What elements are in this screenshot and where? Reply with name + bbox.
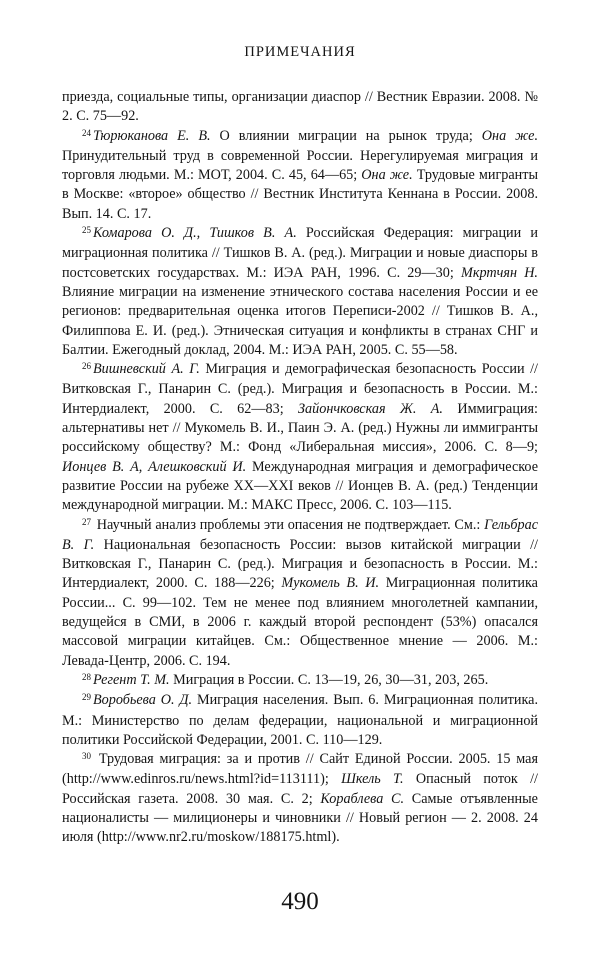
note-author: Вишневский А. Г. — [93, 361, 200, 378]
note-number: 30 — [82, 751, 91, 762]
note-26 — [62, 360, 538, 515]
note-25 — [62, 224, 538, 360]
note-27 — [62, 516, 538, 671]
note-24 — [62, 127, 538, 224]
note-text: Национальная безопасность России: вызов китайской миграции // Витковская Г., Панарин С. (ред.). Миграция и безопасность в России. М.: Интердиалект, 2000. С. 188—226; — [62, 536, 538, 592]
note-number: 24 — [82, 127, 91, 138]
note-author: Гельбрас В. Г. — [62, 516, 538, 553]
note-text: Международная миграция и демографическое развитие России на рубеже XX—XXI веков // Ионцев В. А. (ред.) Тенденции международной миграции. М.: МАКС Пресс, 2006. С. 103—115. — [62, 458, 538, 514]
note-text: Миграционная политика России... С. 99—102. Тем не менее под влиянием многолетней кампании, ведущейся в СМИ, в 2006 г. каждый второй респондент (53%) опасался массовой миграции китайцев. См.: Общественное мнение — 2006. М.: Левада-Центр, 2006. С. 194. — [62, 575, 538, 669]
note-number: 29 — [82, 692, 91, 703]
note-number: 26 — [82, 361, 91, 372]
notes-text — [62, 88, 538, 848]
note-text: Миграция населения. Вып. 6. Миграционная политика. М.: Министерство по делам федерации, национальной и миграционной политики Российской Федерации, 2001. С. 110—129. — [62, 692, 538, 748]
note-author: Комарова О. Д., Тишков В. А. — [93, 225, 297, 242]
note-text: Принудительный труд в современной России. Нерегулируемая миграция и торговля людьми. М.: МОТ, 2004. С. 45, 64—65; — [62, 147, 538, 184]
note-author: Кораблева С. — [320, 790, 405, 807]
note-author: Зайончковская Ж. А. — [298, 400, 443, 417]
note-30 — [62, 750, 538, 847]
note-author: Ионцев В. А, Алешковский И. — [62, 458, 247, 475]
note-author: Регент Т. М. — [93, 671, 170, 688]
running-header: ПРИМЕЧАНИЯ — [244, 44, 356, 60]
note-author: Она же. — [361, 167, 413, 184]
note-author: Шкель Т. — [341, 771, 404, 788]
note-28 — [62, 671, 538, 691]
note-text: Российская Федерация: миграции и миграционная политика // Тишков В. А. (ред.). Миграции и новые диаспоры в постсоветских государствах. М.: ИЭА РАН, 1996. С. 29—30; — [62, 225, 538, 281]
note-text: Трудовая миграция: за и против // Сайт Единой России. 2005. 15 мая (http://www.edinros.ru/news.html?id=113111); — [62, 751, 538, 788]
note-text: Влияние миграции на изменение этнического состава населения России и ее регионов: предварительная оценка итогов Переписи-2002 // Тишков В. А., Филиппова Е. И. (ред.). Этническая ситуация и конфликты в странах СНГ и Балтии. Ежегодный доклад, 2004. М.: ИЭА РАН, 2005. С. 55—58. — [62, 283, 538, 358]
note-text: Самые отъявленные националисты — милиционеры и чиновники // Новый регион — 2. 2008. 24 июля (http://www.nr2.ru/moskow/188175.html). — [62, 790, 538, 846]
note-text: Иммиграция: альтернативы нет // Мукомель В. И., Паин Э. А. (ред.) Нужны ли иммигранты российскому обществу? М.: Фонд «Либеральная миссия», 2006. С. 8—9; — [62, 400, 538, 456]
note-number: 28 — [82, 671, 91, 682]
note-29 — [62, 691, 538, 750]
note-text: Трудовые мигранты в Москве: «второе» общество // Вестник Института Кеннана в России. 2008. Вып. 14. С. 17. — [62, 167, 538, 222]
note-author: Воробьева О. Д. — [93, 692, 193, 709]
note-author: Тюрюканова Е. В. — [93, 127, 211, 144]
page-number: 490 — [281, 888, 319, 915]
note-text: Миграция в России. С. 13—19, 26, 30—31, 203, 265. — [169, 671, 489, 688]
note-number: 27 — [82, 516, 91, 527]
note-text: Опасный поток // Российская газета. 2008. 30 мая. С. 2; — [62, 771, 538, 807]
note-continuation: приезда, социальные типы, организации диаспор // Вестник Евразии. 2008. № 2. С. 75—92. — [62, 89, 538, 125]
note-author: Мкртчян Н. — [461, 264, 538, 281]
note-text: Научный анализ проблемы эти опасения не подтверждает. См.: — [93, 516, 485, 533]
note-author: Она же. — [481, 127, 538, 144]
note-number: 25 — [82, 225, 91, 236]
note-text: О влиянии миграции на рынок труда; — [210, 127, 482, 144]
note-author: Мукомель В. И. — [281, 575, 380, 592]
note-text: Миграция и демографическая безопасность России // Витковская Г., Панарин С. (ред.). Миграция и безопасность в России. М.: Интердиалект, 2000. С. 62—83; — [62, 361, 538, 417]
